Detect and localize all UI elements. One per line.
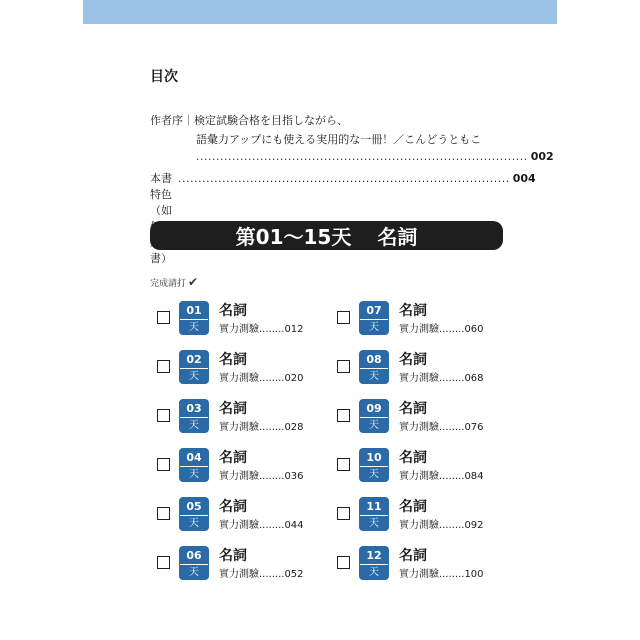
toc-preface-entry: [196, 150, 554, 163]
test-label: 實力測驗: [219, 373, 259, 384]
test-label: 實力測驗: [219, 471, 259, 482]
day-label: 天: [180, 368, 208, 385]
day-title: 名詞: [399, 303, 427, 319]
test-label: 實力測驗: [219, 569, 259, 580]
day-item: [337, 448, 507, 488]
day-title: 名詞: [399, 499, 427, 515]
completion-checkbox[interactable]: [157, 360, 170, 373]
day-test-entry: [219, 369, 304, 384]
test-label: 實力測驗: [399, 324, 439, 335]
day-badge: [359, 301, 389, 335]
day-label: 天: [180, 515, 208, 532]
completion-checkbox[interactable]: [337, 507, 350, 520]
page-number: 028: [284, 422, 304, 433]
leader-dots: ........: [439, 373, 465, 384]
day-title: 名詞: [399, 548, 427, 564]
day-number: 11: [366, 500, 382, 513]
completion-checkbox[interactable]: [337, 409, 350, 422]
day-test-entry: [399, 565, 484, 580]
page-number: 052: [284, 569, 304, 580]
page-number: 020: [284, 373, 304, 384]
day-test-entry: [399, 418, 484, 433]
day-item: [157, 301, 327, 341]
page-number: 044: [284, 520, 304, 531]
day-title: 名詞: [219, 450, 247, 466]
test-label: 實力測驗: [399, 569, 439, 580]
leader-dots: ........: [259, 422, 285, 433]
day-test-entry: [219, 320, 304, 335]
day-badge: [359, 546, 389, 580]
day-number: 03: [186, 402, 202, 415]
leader-dots: ........: [259, 520, 285, 531]
test-label: 實力測驗: [219, 422, 259, 433]
day-number: 10: [366, 451, 382, 464]
page-number: 036: [284, 471, 304, 482]
day-label: 天: [180, 319, 208, 336]
leader-dots: ........: [259, 373, 285, 384]
page-number: 100: [464, 569, 484, 580]
leader-dots: ........: [439, 520, 465, 531]
day-test-entry: [399, 467, 484, 482]
day-label: 天: [180, 466, 208, 483]
page-number: 060: [464, 324, 484, 335]
test-label: 實力測驗: [219, 324, 259, 335]
leader-dots: ........: [259, 324, 285, 335]
leader-dots: ........: [259, 471, 285, 482]
check-instruction: [150, 275, 198, 289]
day-item: [157, 399, 327, 439]
day-test-entry: [219, 565, 304, 580]
day-test-entry: [399, 320, 484, 335]
test-label: 實力測驗: [399, 471, 439, 482]
day-item: [337, 399, 507, 439]
day-title: 名詞: [399, 352, 427, 368]
test-label: 實力測驗: [399, 422, 439, 433]
page-number: 076: [464, 422, 484, 433]
day-title: 名詞: [219, 303, 247, 319]
toc-features-entry: [150, 170, 536, 266]
day-number: 02: [186, 353, 202, 366]
leader-dots: ...................................................................................: [196, 150, 528, 163]
completion-checkbox[interactable]: [337, 458, 350, 471]
day-title: 名詞: [219, 401, 247, 417]
day-badge: [179, 497, 209, 531]
page-number: 002: [530, 150, 554, 163]
day-label: 天: [180, 564, 208, 581]
leader-dots: ........: [439, 422, 465, 433]
day-badge: [179, 301, 209, 335]
toc-features-label: 本書特色（如 書）: [150, 172, 172, 265]
day-badge: [179, 448, 209, 482]
day-number: 07: [366, 304, 382, 317]
day-number: 06: [186, 549, 202, 562]
completion-checkbox[interactable]: [337, 360, 350, 373]
day-badge: [179, 399, 209, 433]
day-test-entry: [219, 516, 304, 531]
checkmark-icon: ✔: [188, 275, 199, 289]
day-item: [157, 350, 327, 390]
completion-checkbox[interactable]: [157, 458, 170, 471]
day-label: 天: [360, 417, 388, 434]
test-label: 實力測驗: [219, 520, 259, 531]
day-title: 名詞: [219, 352, 247, 368]
check-instruction-text: 完成請打: [150, 279, 187, 289]
day-item: [337, 497, 507, 537]
page-number: 004: [512, 172, 536, 185]
section-banner: [150, 221, 503, 250]
day-number: 08: [366, 353, 382, 366]
day-label: 天: [360, 368, 388, 385]
completion-checkbox[interactable]: [157, 311, 170, 324]
completion-checkbox[interactable]: [157, 556, 170, 569]
day-badge: [359, 497, 389, 531]
day-item: [157, 497, 327, 537]
day-title: 名詞: [219, 499, 247, 515]
page-number: 092: [464, 520, 484, 531]
leader-dots: ........: [439, 471, 465, 482]
leader-dots: ........: [439, 324, 465, 335]
leader-dots: ...................................................................................: [178, 172, 510, 185]
day-badge: [359, 350, 389, 384]
day-label: 天: [360, 319, 388, 336]
day-label: 天: [360, 515, 388, 532]
day-badge: [179, 350, 209, 384]
leader-dots: ........: [259, 569, 285, 580]
top-color-band: [83, 0, 557, 24]
day-number: 01: [186, 304, 202, 317]
day-number: 12: [366, 549, 382, 562]
day-label: 天: [360, 564, 388, 581]
page-number: 084: [464, 471, 484, 482]
leader-dots: ........: [439, 569, 465, 580]
completion-checkbox[interactable]: [337, 311, 350, 324]
day-item: [337, 350, 507, 390]
completion-checkbox[interactable]: [337, 556, 350, 569]
day-badge: [359, 448, 389, 482]
day-label: 天: [360, 466, 388, 483]
day-item: [157, 448, 327, 488]
toc-heading: 目次: [150, 69, 178, 85]
day-number: 09: [366, 402, 382, 415]
day-test-entry: [399, 369, 484, 384]
day-title: 名詞: [399, 401, 427, 417]
toc-preface-line2: 語彙力アップにも使える実用的な一冊！／こんどうともこ: [196, 133, 482, 146]
day-item: [157, 546, 327, 586]
day-badge: [179, 546, 209, 580]
day-test-entry: [399, 516, 484, 531]
banner-topic: 名詞: [377, 225, 418, 249]
day-test-entry: [219, 467, 304, 482]
day-number: 05: [186, 500, 202, 513]
completion-checkbox[interactable]: [157, 507, 170, 520]
day-title: 名詞: [399, 450, 427, 466]
day-badge: [359, 399, 389, 433]
day-number: 04: [186, 451, 202, 464]
test-label: 實力測驗: [399, 520, 439, 531]
day-label: 天: [180, 417, 208, 434]
completion-checkbox[interactable]: [157, 409, 170, 422]
page-number: 068: [464, 373, 484, 384]
page-number: 012: [284, 324, 304, 335]
test-label: 實力測驗: [399, 373, 439, 384]
day-item: [337, 301, 507, 341]
toc-preface-line1: 作者序｜検定試験合格を目指しながら、: [150, 114, 348, 127]
day-title: 名詞: [219, 548, 247, 564]
day-item: [337, 546, 507, 586]
day-test-entry: [219, 418, 304, 433]
banner-range: 第01～15天: [235, 225, 352, 249]
